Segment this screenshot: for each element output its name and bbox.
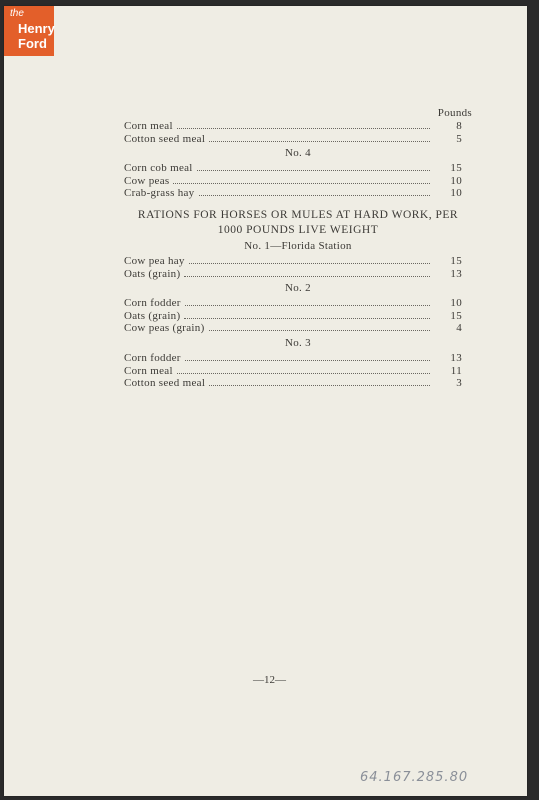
row-item: Cotton seed meal [124, 377, 206, 390]
catalog-number: 64.167.285.80 [360, 770, 469, 785]
row-value: 8 [456, 120, 462, 132]
subheading-no4: No. 4 [285, 147, 311, 160]
row-value: 15 [450, 162, 462, 175]
table-row [124, 352, 472, 365]
row-item: Cow peas (grain) [124, 322, 205, 335]
table-row [124, 365, 472, 378]
dot-leader [184, 276, 430, 277]
logo-henry: Henry [18, 21, 55, 36]
row-item: Corn fodder [124, 297, 181, 310]
dot-leader [209, 330, 430, 331]
subheading-no1: No. 1—Florida Station [244, 239, 352, 252]
row-value: 10 [450, 187, 462, 200]
row-item: Oats (grain) [124, 267, 181, 280]
dot-leader [197, 170, 430, 171]
section-no3 [124, 352, 472, 390]
logo-ford: Ford [18, 36, 47, 51]
dot-leader [177, 373, 430, 374]
dot-leader [209, 141, 430, 142]
section-no1 [124, 255, 472, 280]
row-item: Corn fodder [124, 351, 181, 364]
row-value: 11 [450, 364, 462, 377]
row-value: 10 [450, 174, 462, 187]
row-value: 5 [456, 132, 462, 145]
heading-line-2: 1000 POUNDS LIVE WEIGHT [217, 223, 379, 236]
section-no2 [124, 297, 472, 335]
table-row [124, 322, 472, 335]
ration-table [124, 106, 472, 390]
dot-leader [185, 360, 430, 361]
section-a [124, 120, 472, 145]
table-row [124, 310, 472, 323]
row-item: Corn cob meal [124, 162, 193, 175]
row-value: 13 [450, 267, 462, 280]
table-row [124, 377, 472, 390]
row-value: 15 [450, 254, 462, 267]
subheading-no2: No. 2 [285, 282, 311, 295]
dot-leader [177, 128, 430, 129]
row-value: 3 [456, 377, 462, 390]
table-row [124, 162, 472, 175]
table-row [124, 187, 472, 200]
row-value: 10 [450, 297, 462, 310]
table-row [124, 297, 472, 310]
dot-leader [184, 318, 430, 319]
henry-ford-logo [4, 6, 54, 56]
page-number: —12— [253, 674, 286, 686]
heading-line-1: RATIONS FOR HORSES OR MULES AT HARD WORK, PER [137, 208, 459, 221]
table-row [124, 255, 472, 268]
table-row [124, 268, 472, 281]
table-row [124, 175, 472, 188]
row-item: Corn meal [124, 364, 173, 377]
dot-leader [209, 385, 430, 386]
unit-header: Pounds [437, 107, 472, 119]
row-item: Oats (grain) [124, 309, 181, 322]
row-item: Corn meal [124, 120, 173, 132]
row-item: Cow peas [124, 174, 170, 187]
row-value: 13 [450, 351, 462, 364]
section-heading [124, 208, 472, 238]
logo-the: the [10, 8, 24, 19]
dot-leader [173, 183, 430, 184]
table-row [124, 120, 472, 133]
row-value: 15 [450, 309, 462, 322]
row-item: Crab-grass hay [124, 187, 195, 200]
row-item: Cotton seed meal [124, 132, 206, 145]
row-value: 4 [456, 322, 462, 335]
section-no4 [124, 162, 472, 200]
table-row [124, 133, 472, 146]
row-item: Cow pea hay [124, 254, 185, 267]
dot-leader [185, 305, 430, 306]
dot-leader [189, 263, 430, 264]
dot-leader [199, 195, 431, 196]
subheading-no3: No. 3 [285, 336, 311, 349]
